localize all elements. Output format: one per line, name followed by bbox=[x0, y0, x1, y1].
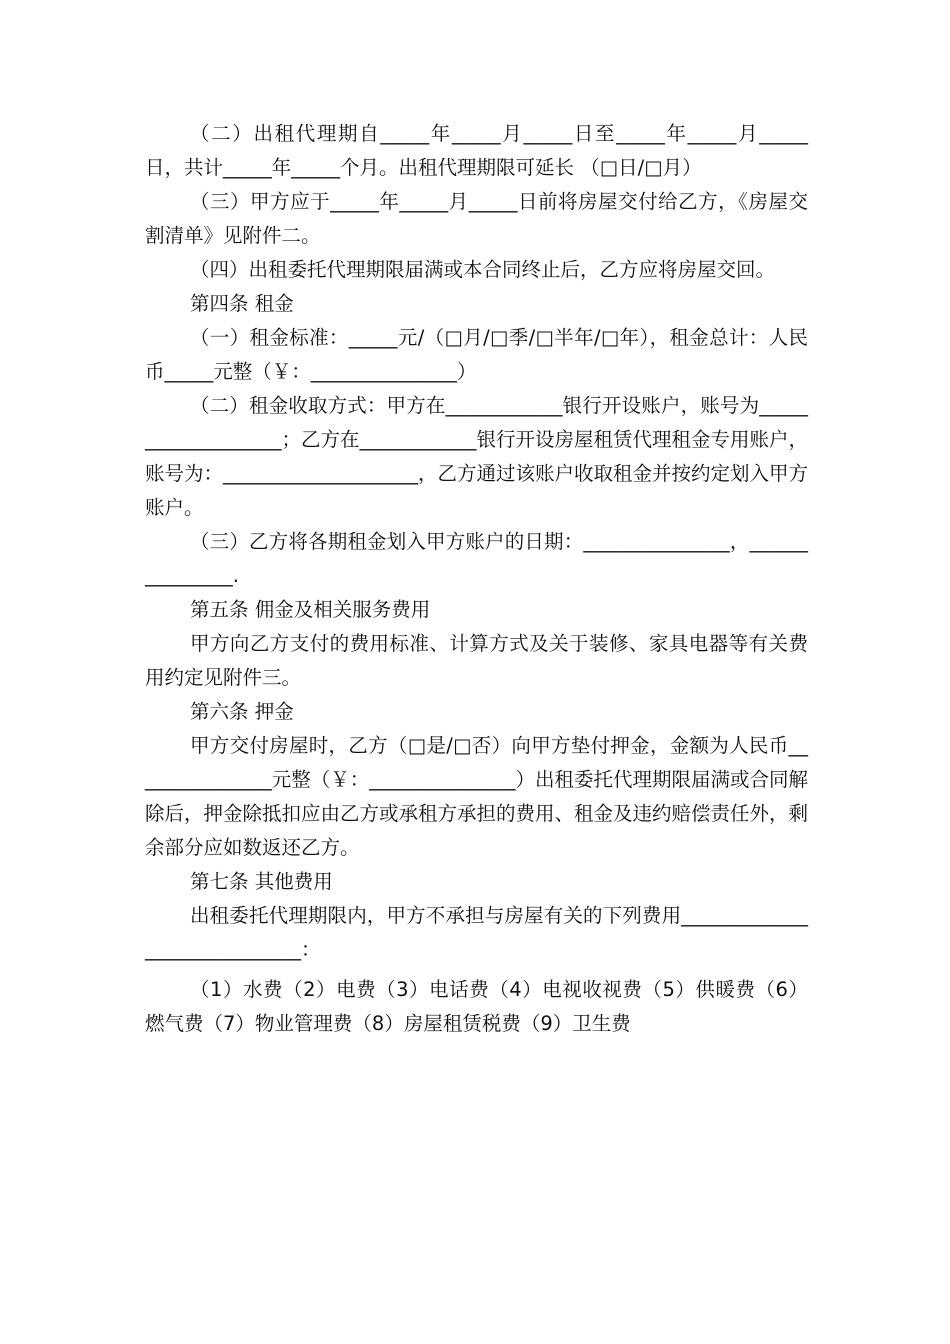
article-7-heading: 第七条 其他费用 bbox=[190, 870, 333, 893]
paragraph-fee-list: （1）水费（2）电费（3）电话费（4）电视收视费（5）供暖费（6）燃气费（7）物业管理费（8）房屋租赁税费（9）卫生费 bbox=[145, 978, 808, 1035]
paragraph-rent-collection: （二）租金收取方式：甲方在____________银行开设账户，账号为___________________；乙方在____________银行开设房屋租赁代理租金专用账户，账号为：____________________，乙方通过该账户收取租金并按约定划入甲方账户。 bbox=[145, 394, 809, 519]
paragraph-handover-date: （三）甲方应于_____年_____月_____日前将房屋交付给乙方，《房屋交割清单》见附件二。 bbox=[145, 190, 808, 247]
paragraph-deposit: 甲方交付房屋时，乙方（□是/□否）向甲方垫付押金，金额为人民币_______________元整（￥：_______________）出租委托代理期限届满或合同解除后，押金除抵扣应由乙方或承租方承担的费用、租金及违约赔偿责任外，剩余部分应如数返还乙方。 bbox=[145, 734, 809, 859]
article-5-heading: 第五条 佣金及相关服务费用 bbox=[190, 598, 431, 621]
paragraph-rental-agency-period: （二）出租代理期自_____年_____月_____日至_____年_____月_____日，共计_____年_____个月。出租代理期限可延长 （□日/□月） bbox=[145, 122, 808, 179]
paragraph-return-property: （四）出租委托代理期限届满或本合同终止后，乙方应将房屋交回。 bbox=[190, 258, 776, 281]
contract-page bbox=[145, 117, 808, 1041]
paragraph-commission-fees: 甲方向乙方支付的费用标准、计算方式及关于装修、家具电器等有关费用约定见附件三。 bbox=[145, 632, 808, 689]
article-6-heading: 第六条 押金 bbox=[190, 700, 294, 723]
paragraph-rent-transfer-dates: （三）乙方将各期租金划入甲方账户的日期：_______________，_______________. bbox=[145, 530, 808, 587]
paragraph-rent-standard: （一）租金标准：_____元/（□月/□季/□半年/□年），租金总计：人民币_____元整（￥：_______________） bbox=[145, 326, 808, 383]
paragraph-other-fees: 出租委托代理期限内，甲方不承担与房屋有关的下列费用_____________________________： bbox=[145, 904, 808, 961]
article-4-heading: 第四条 租金 bbox=[190, 292, 294, 315]
